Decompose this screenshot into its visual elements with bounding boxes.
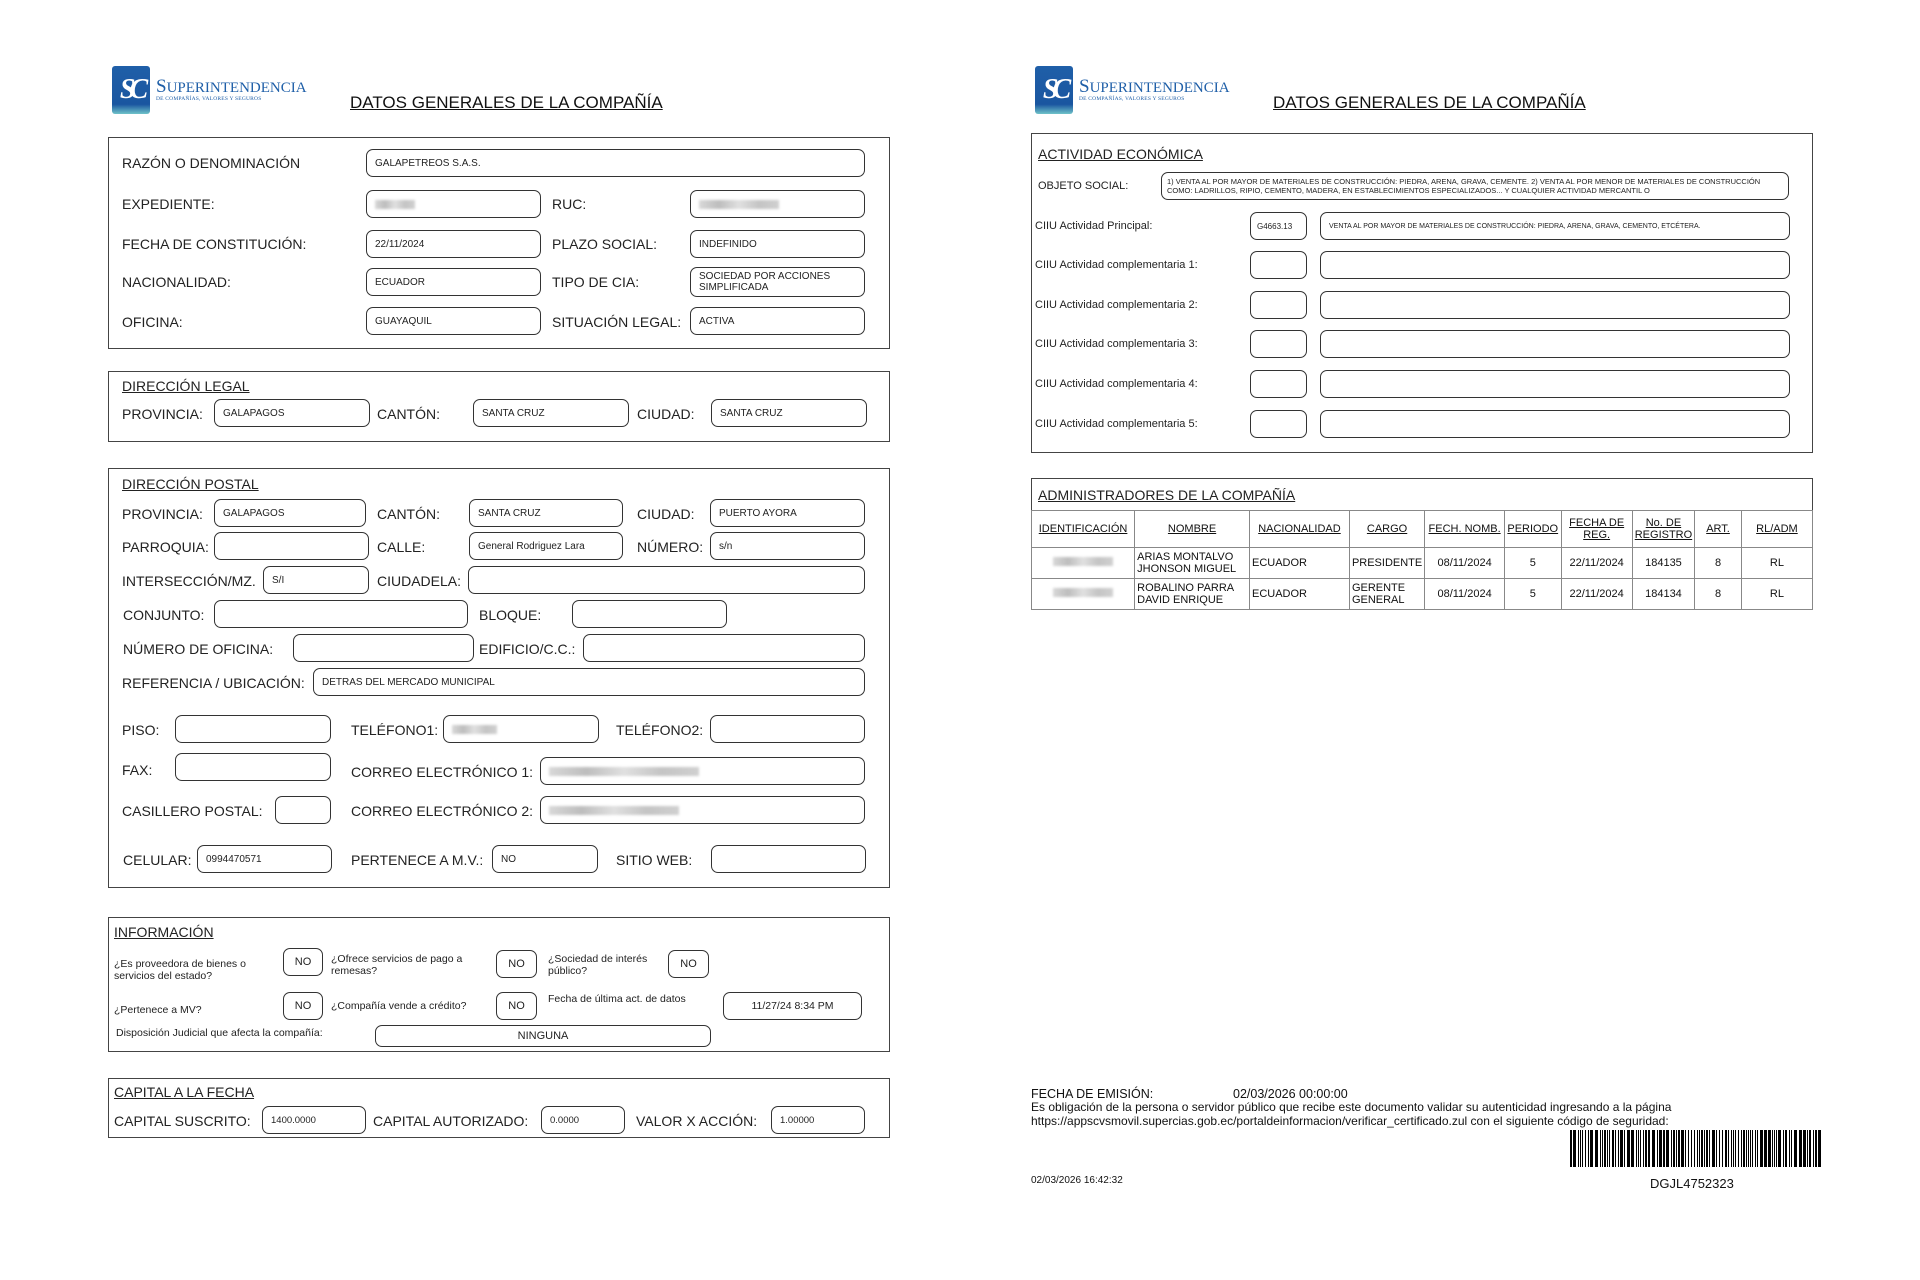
postal-provincia-field: GALAPAGOS bbox=[214, 499, 366, 527]
capital-title: CAPITAL A LA FECHA bbox=[114, 1084, 255, 1100]
column-header: RL/ADM bbox=[1741, 511, 1812, 548]
barcode-bar bbox=[1746, 1130, 1747, 1167]
direccion-legal-title: DIRECCIÓN LEGAL bbox=[122, 378, 250, 394]
valor-accion-label: VALOR X ACCIÓN: bbox=[636, 1113, 758, 1129]
barcode-bar bbox=[1582, 1130, 1583, 1167]
pertenece-mv-info-field: NO bbox=[283, 992, 323, 1020]
capital-suscrito-label: CAPITAL SUSCRITO: bbox=[114, 1113, 251, 1129]
barcode-bar bbox=[1631, 1130, 1634, 1167]
fecha-emision-label: FECHA DE EMISIÓN: bbox=[1031, 1087, 1154, 1101]
cargo-cell: PRESIDENTE bbox=[1349, 548, 1424, 579]
barcode-bar bbox=[1578, 1130, 1579, 1167]
ciiu-complementaria-label: CIIU Actividad complementaria 3: bbox=[1035, 338, 1198, 350]
barcode-bar bbox=[1648, 1130, 1650, 1167]
informacion-title: INFORMACIÓN bbox=[114, 924, 214, 940]
fax-field bbox=[175, 753, 331, 781]
capital-suscrito-field: 1400.0000 bbox=[262, 1106, 366, 1134]
column-header: FECHA DE REG. bbox=[1561, 511, 1632, 548]
redacted-value bbox=[452, 725, 497, 734]
ciiu-code-field bbox=[1250, 410, 1307, 438]
referencia-field: DETRAS DEL MERCADO MUNICIPAL bbox=[313, 668, 865, 696]
ciiu-complementaria-label: CIIU Actividad complementaria 4: bbox=[1035, 378, 1198, 390]
page-title: DATOS GENERALES DE LA COMPAÑÍA bbox=[1273, 93, 1586, 112]
legal-canton-field: SANTA CRUZ bbox=[473, 399, 629, 427]
barcode-bar bbox=[1716, 1130, 1717, 1167]
barcode-bar bbox=[1750, 1130, 1751, 1167]
barcode-bar bbox=[1694, 1130, 1695, 1167]
table-header-row bbox=[1032, 511, 1813, 548]
ciudadela-field bbox=[468, 566, 865, 594]
redacted-value bbox=[699, 200, 779, 209]
sitio-web-field bbox=[711, 845, 866, 873]
barcode-bar bbox=[1573, 1130, 1576, 1167]
art-cell: 8 bbox=[1695, 548, 1742, 579]
interseccion-label: INTERSECCIÓN/MZ. bbox=[122, 573, 256, 589]
barcode-bar bbox=[1607, 1130, 1608, 1167]
barcode-bar bbox=[1604, 1130, 1606, 1167]
telefono1-field bbox=[443, 715, 599, 743]
fech-nomb-cell: 08/11/2024 bbox=[1425, 548, 1505, 579]
barcode-bar bbox=[1691, 1130, 1692, 1167]
conjunto-field bbox=[214, 600, 468, 628]
barcode-bar bbox=[1699, 1130, 1700, 1167]
barcode-bar bbox=[1645, 1130, 1647, 1167]
pertenece-mv-field: NO bbox=[492, 845, 598, 873]
proveedora-label: ¿Es proveedora de bienes o servicios del estado? bbox=[114, 958, 246, 982]
periodo-cell: 5 bbox=[1504, 548, 1561, 579]
piso-field bbox=[175, 715, 331, 743]
numero-oficina-field bbox=[293, 634, 474, 662]
barcode-bar bbox=[1657, 1130, 1658, 1167]
barcode-bar bbox=[1719, 1130, 1720, 1167]
column-header: NOMBRE bbox=[1135, 511, 1250, 548]
barcode-bar bbox=[1803, 1130, 1806, 1167]
barcode-bar bbox=[1697, 1130, 1698, 1167]
interes-publico-field: NO bbox=[668, 950, 709, 978]
barcode-bar bbox=[1580, 1130, 1581, 1167]
barcode-bar bbox=[1701, 1130, 1703, 1167]
celular-field: 0994470571 bbox=[197, 845, 332, 873]
correo1-field bbox=[540, 757, 865, 785]
barcode-bar bbox=[1807, 1130, 1808, 1167]
column-header: FECH. NOMB. bbox=[1425, 511, 1505, 548]
ciiu-description-field bbox=[1320, 410, 1790, 438]
barcode-bar bbox=[1609, 1130, 1610, 1167]
barcode-bar bbox=[1738, 1130, 1739, 1167]
redacted-value bbox=[1053, 557, 1113, 566]
barcode-bar bbox=[1588, 1130, 1589, 1167]
barcode-bar bbox=[1783, 1130, 1784, 1167]
page-title: DATOS GENERALES DE LA COMPAÑÍA bbox=[350, 93, 663, 112]
barcode-bar bbox=[1757, 1130, 1758, 1167]
interseccion-field: S/I bbox=[263, 566, 369, 594]
pago-remesas-field: NO bbox=[496, 950, 537, 978]
capital-autorizado-field: 0.0000 bbox=[541, 1106, 625, 1134]
administradores-table bbox=[1031, 510, 1813, 610]
barcode-bar bbox=[1685, 1130, 1686, 1167]
postal-canton-label: CANTÓN: bbox=[377, 506, 440, 522]
barcode-bar bbox=[1600, 1130, 1601, 1167]
disposicion-field: NINGUNA bbox=[375, 1025, 711, 1047]
parroquia-field bbox=[214, 532, 369, 560]
sc-logo-icon: SC bbox=[1035, 66, 1073, 114]
bloque-label: BLOQUE: bbox=[479, 607, 542, 623]
table-row bbox=[1032, 548, 1813, 579]
supercias-logo: SC SUPERINTENDENCIA DE COMPAÑÍAS, VALORES Y SEGUROS bbox=[112, 66, 307, 114]
pertenece-mv-label: PERTENECE A M.V.: bbox=[351, 852, 484, 868]
security-barcode bbox=[1570, 1130, 1822, 1167]
objeto-social-label: OBJETO SOCIAL: bbox=[1038, 180, 1129, 192]
barcode-bar bbox=[1615, 1130, 1616, 1167]
ruc-field bbox=[690, 190, 865, 218]
identificacion-cell-redacted bbox=[1032, 548, 1135, 579]
barcode-bar bbox=[1585, 1130, 1586, 1167]
ciiu-code-field bbox=[1250, 251, 1307, 279]
telefono2-field bbox=[710, 715, 865, 743]
column-header: No. DE REGISTRO bbox=[1632, 511, 1694, 548]
column-header: NACIONALIDAD bbox=[1249, 511, 1349, 548]
barcode-bar bbox=[1799, 1130, 1802, 1167]
administradores-title: ADMINISTRADORES DE LA COMPAÑÍA bbox=[1038, 487, 1296, 503]
ciiu-code-field: G4663.13 bbox=[1250, 212, 1307, 240]
correo2-field bbox=[540, 796, 865, 824]
barcode-bar bbox=[1768, 1130, 1771, 1167]
plazo-social-field: INDEFINIDO bbox=[690, 230, 865, 258]
postal-ciudad-label: CIUDAD: bbox=[637, 506, 695, 522]
barcode-bar bbox=[1731, 1130, 1732, 1167]
barcode-bar bbox=[1676, 1130, 1677, 1167]
barcode-bar bbox=[1663, 1130, 1665, 1167]
barcode-bar bbox=[1673, 1130, 1675, 1167]
column-header: ART. bbox=[1695, 511, 1742, 548]
vende-credito-field: NO bbox=[496, 992, 537, 1020]
fecha-constitucion-label: FECHA DE CONSTITUCIÓN: bbox=[122, 236, 307, 252]
fecha-constitucion-field: 22/11/2024 bbox=[366, 230, 541, 258]
conjunto-label: CONJUNTO: bbox=[123, 607, 205, 623]
barcode-bar bbox=[1678, 1130, 1680, 1167]
barcode-bar bbox=[1752, 1130, 1753, 1167]
barcode-bar bbox=[1612, 1130, 1614, 1167]
fecha-emision-value: 02/03/2026 00:00:00 bbox=[1233, 1087, 1348, 1101]
tipo-cia-label: TIPO DE CIA: bbox=[552, 274, 640, 290]
barcode-bar bbox=[1624, 1130, 1625, 1167]
barcode-bar bbox=[1643, 1130, 1644, 1167]
direccion-postal-title: DIRECCIÓN POSTAL bbox=[122, 476, 259, 492]
expediente-label: EXPEDIENTE: bbox=[122, 196, 215, 212]
barcode-bar bbox=[1760, 1130, 1763, 1167]
piso-label: PISO: bbox=[122, 722, 160, 738]
correo1-label: CORREO ELECTRÓNICO 1: bbox=[351, 764, 534, 780]
redacted-value bbox=[1053, 588, 1113, 597]
barcode-bar bbox=[1722, 1130, 1723, 1167]
barcode-bar bbox=[1772, 1130, 1773, 1167]
ciiu-description-field: VENTA AL POR MAYOR DE MATERIALES DE CONSTRUCCIÓN: PIEDRA, ARENA, GRAVA, CEMENTO, ETCÉTERA. bbox=[1320, 212, 1790, 240]
ciiu-code-field bbox=[1250, 330, 1307, 358]
objeto-social-field: 1) VENTA AL POR MAYOR DE MATERIALES DE CONSTRUCCIÓN: PIEDRA, ARENA, GRAVA, CEMENTE. 2) VENTA AL POR MENOR DE MATERIALES DE CONSTRUCCIÓN COMO: LADRILLOS, RIPIO, CEMENTO, MADERA, EN ESTABLECIMIENTOS ESPECIALIZADOS... Y CUALQUIER ACTIVIDAD MERCANTIL O bbox=[1161, 172, 1789, 200]
barcode-bar bbox=[1809, 1130, 1811, 1167]
oficina-label: OFICINA: bbox=[122, 314, 183, 330]
barcode-bar bbox=[1748, 1130, 1749, 1167]
redacted-value bbox=[375, 200, 415, 209]
celular-label: CELULAR: bbox=[123, 852, 192, 868]
barcode-bar bbox=[1627, 1130, 1630, 1167]
vende-credito-label: ¿Compañía vende a crédito? bbox=[331, 1000, 467, 1012]
sitio-web-label: SITIO WEB: bbox=[616, 852, 693, 868]
razon-field: GALAPETREOS S.A.S. bbox=[366, 149, 865, 177]
nacionalidad-cell: ECUADOR bbox=[1249, 579, 1349, 610]
ciiu-complementaria-label: CIIU Actividad complementaria 1: bbox=[1035, 259, 1198, 271]
telefono2-label: TELÉFONO2: bbox=[616, 722, 704, 738]
pertenece-mv-info-label: ¿Pertenece a MV? bbox=[114, 1004, 202, 1016]
barcode-bar bbox=[1570, 1130, 1572, 1167]
ciiu-description-field bbox=[1320, 330, 1790, 358]
barcode-bar bbox=[1728, 1130, 1729, 1167]
fecha-act-field: 11/27/24 8:34 PM bbox=[723, 992, 862, 1020]
barcode-bar bbox=[1794, 1130, 1797, 1167]
calle-field: General Rodriguez Lara bbox=[469, 532, 623, 560]
nombre-cell: ROBALINO PARRA DAVID ENRIQUE bbox=[1135, 579, 1250, 610]
validation-notice: Es obligación de la persona o servidor público que recibe este documento validar su autenticidad ingresando a la página bbox=[1031, 1100, 1672, 1114]
fax-label: FAX: bbox=[122, 762, 153, 778]
barcode-bar bbox=[1818, 1130, 1821, 1167]
numero-oficina-label: NÚMERO DE OFICINA: bbox=[123, 641, 274, 657]
casillero-label: CASILLERO POSTAL: bbox=[122, 803, 263, 819]
casillero-field bbox=[275, 796, 331, 824]
barcode-bar bbox=[1733, 1130, 1734, 1167]
ciiu-code-field bbox=[1250, 291, 1307, 319]
fecha-reg-cell: 22/11/2024 bbox=[1561, 579, 1632, 610]
barcode-bar bbox=[1712, 1130, 1715, 1167]
ciiu-description-field bbox=[1320, 251, 1790, 279]
disposicion-label: Disposición Judicial que afecta la compañía: bbox=[116, 1027, 323, 1039]
ciiu-principal-label: CIIU Actividad Principal: bbox=[1035, 220, 1153, 232]
barcode-bar bbox=[1590, 1130, 1593, 1167]
barcode-bar bbox=[1595, 1130, 1598, 1167]
barcode-bar bbox=[1791, 1130, 1792, 1167]
print-timestamp: 02/03/2026 16:42:32 bbox=[1031, 1175, 1123, 1186]
barcode-bar bbox=[1774, 1130, 1775, 1167]
supercias-logo: SC SUPERINTENDENCIA DE COMPAÑÍAS, VALORES Y SEGUROS bbox=[1035, 66, 1230, 114]
fecha-act-label: Fecha de última act. de datos bbox=[548, 993, 686, 1005]
barcode-bar bbox=[1681, 1130, 1684, 1167]
barcode-bar bbox=[1666, 1130, 1669, 1167]
numero-label: NÚMERO: bbox=[637, 539, 704, 555]
redacted-value bbox=[549, 806, 679, 815]
nacionalidad-cell: ECUADOR bbox=[1249, 548, 1349, 579]
ciiu-description-field bbox=[1320, 370, 1790, 398]
actividad-title: ACTIVIDAD ECONÓMICA bbox=[1038, 146, 1203, 162]
proveedora-field: NO bbox=[283, 948, 323, 976]
barcode-bar bbox=[1735, 1130, 1736, 1167]
identificacion-cell-redacted bbox=[1032, 579, 1135, 610]
capital-autorizado-label: CAPITAL AUTORIZADO: bbox=[373, 1113, 529, 1129]
nombre-cell: ARIAS MONTALVO JHONSON MIGUEL bbox=[1135, 548, 1250, 579]
rl-adm-cell: RL bbox=[1741, 548, 1812, 579]
barcode-bar bbox=[1671, 1130, 1672, 1167]
numero-field: s/n bbox=[710, 532, 865, 560]
nacionalidad-label: NACIONALIDAD: bbox=[122, 274, 231, 290]
situacion-legal-field: ACTIVA bbox=[690, 307, 865, 335]
referencia-label: REFERENCIA / UBICACIÓN: bbox=[122, 675, 305, 691]
legal-provincia-label: PROVINCIA: bbox=[122, 406, 203, 422]
column-header: IDENTIFICACIÓN bbox=[1032, 511, 1135, 548]
barcode-bar bbox=[1789, 1130, 1790, 1167]
barcode-bar bbox=[1618, 1130, 1619, 1167]
barcode-bar bbox=[1620, 1130, 1623, 1167]
barcode-bar bbox=[1688, 1130, 1689, 1167]
redacted-value bbox=[549, 767, 699, 776]
barcode-bar bbox=[1640, 1130, 1641, 1167]
barcode-bar bbox=[1725, 1130, 1727, 1167]
ciiu-description-field bbox=[1320, 291, 1790, 319]
ciiu-complementaria-label: CIIU Actividad complementaria 5: bbox=[1035, 418, 1198, 430]
interes-publico-label: ¿Sociedad de interés público? bbox=[548, 953, 648, 977]
column-header: CARGO bbox=[1349, 511, 1424, 548]
column-header: PERIODO bbox=[1504, 511, 1561, 548]
fecha-reg-cell: 22/11/2024 bbox=[1561, 548, 1632, 579]
ruc-label: RUC: bbox=[552, 196, 587, 212]
barcode-bar bbox=[1659, 1130, 1662, 1167]
expediente-field bbox=[366, 190, 541, 218]
postal-provincia-label: PROVINCIA: bbox=[122, 506, 203, 522]
parroquia-label: PARROQUIA: bbox=[122, 539, 209, 555]
cargo-cell: GERENTE GENERAL bbox=[1349, 579, 1424, 610]
razon-label: RAZÓN O DENOMINACIÓN bbox=[122, 155, 301, 171]
barcode-bar bbox=[1636, 1130, 1637, 1167]
legal-ciudad-label: CIUDAD: bbox=[637, 406, 695, 422]
fech-nomb-cell: 08/11/2024 bbox=[1425, 579, 1505, 610]
barcode-bar bbox=[1602, 1130, 1603, 1167]
sc-logo-icon: SC bbox=[112, 66, 150, 114]
art-cell: 8 bbox=[1695, 579, 1742, 610]
barcode-bar bbox=[1743, 1130, 1745, 1167]
barcode-bar bbox=[1652, 1130, 1655, 1167]
barcode-bar bbox=[1815, 1130, 1817, 1167]
valor-accion-field: 1.00000 bbox=[771, 1106, 865, 1134]
barcode-bar bbox=[1704, 1130, 1705, 1167]
verification-url[interactable]: https://appscvsmovil.supercias.gob.ec/portaldeinformacion/verificar_certificado.zul con el siguiente código de seguridad: bbox=[1031, 1114, 1669, 1128]
edificio-field bbox=[583, 634, 865, 662]
barcode-bar bbox=[1706, 1130, 1708, 1167]
postal-canton-field: SANTA CRUZ bbox=[469, 499, 623, 527]
barcode-bar bbox=[1813, 1130, 1814, 1167]
plazo-social-label: PLAZO SOCIAL: bbox=[552, 236, 658, 252]
barcode-bar bbox=[1764, 1130, 1767, 1167]
legal-canton-label: CANTÓN: bbox=[377, 406, 440, 422]
calle-label: CALLE: bbox=[377, 539, 426, 555]
tipo-cia-field: SOCIEDAD POR ACCIONES SIMPLIFICADA bbox=[690, 267, 865, 297]
security-code: DGJL4752323 bbox=[1650, 1176, 1734, 1191]
legal-ciudad-field: SANTA CRUZ bbox=[711, 399, 867, 427]
periodo-cell: 5 bbox=[1504, 579, 1561, 610]
legal-provincia-field: GALAPAGOS bbox=[214, 399, 370, 427]
pago-remesas-label: ¿Ofrece servicios de pago a remesas? bbox=[331, 953, 463, 977]
barcode-bar bbox=[1741, 1130, 1742, 1167]
registro-cell: 184134 bbox=[1632, 579, 1694, 610]
ciiu-complementaria-label: CIIU Actividad complementaria 2: bbox=[1035, 299, 1198, 311]
nacionalidad-field: ECUADOR bbox=[366, 268, 541, 296]
table-row bbox=[1032, 579, 1813, 610]
registro-cell: 184135 bbox=[1632, 548, 1694, 579]
barcode-bar bbox=[1755, 1130, 1756, 1167]
correo2-label: CORREO ELECTRÓNICO 2: bbox=[351, 803, 534, 819]
barcode-bar bbox=[1776, 1130, 1777, 1167]
telefono1-label: TELÉFONO1: bbox=[351, 722, 439, 738]
barcode-bar bbox=[1638, 1130, 1639, 1167]
barcode-bar bbox=[1785, 1130, 1787, 1167]
ciiu-code-field bbox=[1250, 370, 1307, 398]
bloque-field bbox=[572, 600, 727, 628]
barcode-bar bbox=[1709, 1130, 1710, 1167]
rl-adm-cell: RL bbox=[1741, 579, 1812, 610]
edificio-label: EDIFICIO/C.C.: bbox=[479, 641, 576, 657]
ciudadela-label: CIUDADELA: bbox=[377, 573, 462, 589]
postal-ciudad-field: PUERTO AYORA bbox=[710, 499, 865, 527]
oficina-field: GUAYAQUIL bbox=[366, 307, 541, 335]
barcode-bar bbox=[1778, 1130, 1781, 1167]
situacion-legal-label: SITUACIÓN LEGAL: bbox=[552, 314, 682, 330]
